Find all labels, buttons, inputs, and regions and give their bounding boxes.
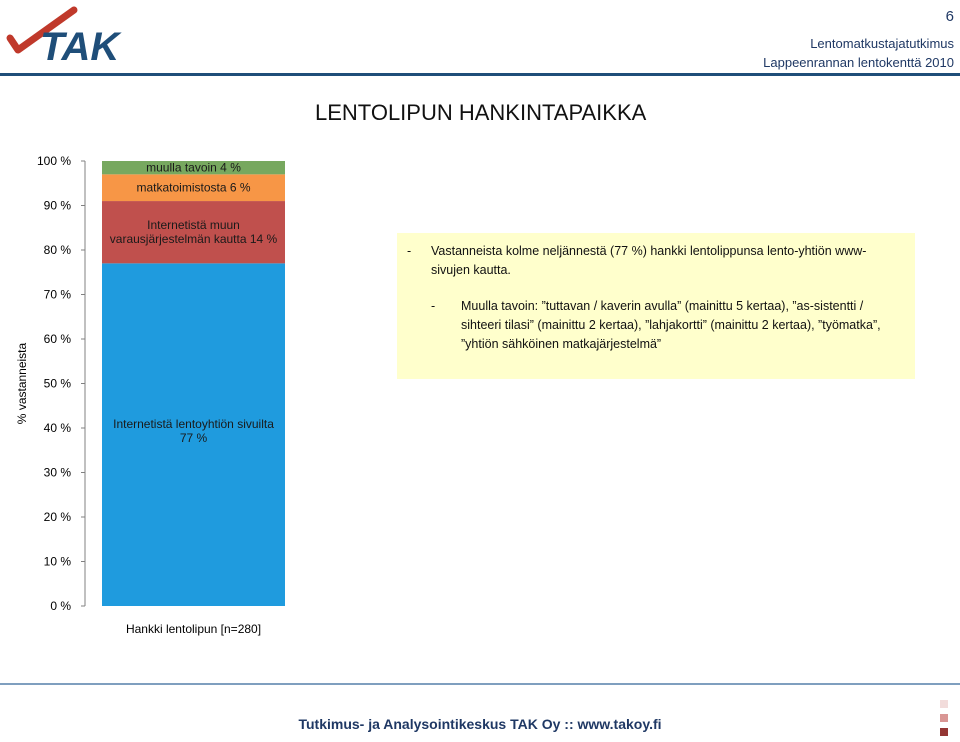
- y-tick-label: 90 %: [43, 198, 71, 213]
- stacked-bar-chart: [0, 140, 310, 640]
- y-tick-label: 30 %: [43, 465, 71, 480]
- segment-data-label: Internetistä lentoyhtiön sivuilta: [113, 417, 274, 431]
- summary-bullet-2-text: Muulla tavoin: ”tuttavan / kaverin avulla” (mainittu 5 kertaa), ”as-sistentti / sihteeri tilasi” (mainittu 2 kertaa), ”lahjakortti” (mainittu 2 kertaa), ”työmatka”, ”yhtiön sähköinen matkajärjestelmä”: [461, 299, 881, 351]
- y-tick-label: 100 %: [36, 154, 71, 168]
- y-tick-label: 20 %: [43, 510, 71, 524]
- segment-data-label: matkatoimistosta 6 %: [136, 180, 251, 195]
- y-tick-label: 0 %: [50, 599, 71, 613]
- slide-title: LENTOLIPUN HANKINTAPAIKKA: [315, 100, 647, 125]
- summary-bullet-1-text: Vastanneista kolme neljännestä (77 %) hankki lentolippunsa lento-yhtiön www-sivujen kautta.: [431, 244, 867, 277]
- summary-bullet-2: [431, 297, 905, 354]
- segment-data-label: varausjärjestelmän kautta 14 %: [109, 232, 278, 247]
- summary-bullet-1: [407, 242, 877, 280]
- footer-text: Tutkimus- ja Analysointikeskus TAK Oy :: www.takoy.fi: [298, 716, 662, 732]
- tak-logo: [4, 4, 144, 64]
- logo-text: TAK: [40, 25, 120, 64]
- bullet-dash: -: [431, 299, 436, 313]
- header-rule: [0, 73, 960, 76]
- decorative-squares-icon: [936, 700, 952, 738]
- footer-rule: [0, 683, 960, 685]
- y-tick-label: 70 %: [43, 287, 71, 302]
- summary-textbox: [397, 233, 915, 379]
- page-number: 6: [945, 8, 954, 25]
- segment-data-label: Internetistä muun: [147, 218, 240, 233]
- header-study-name: Lentomatkustajatutkimus: [810, 36, 954, 51]
- segment-data-label: muulla tavoin 4 %: [146, 160, 241, 175]
- segment-data-label: 77 %: [179, 431, 208, 445]
- bullet-dash: -: [407, 244, 412, 258]
- y-axis-label: % vastanneista: [15, 342, 29, 425]
- y-tick-label: 50 %: [43, 376, 71, 391]
- y-tick-label: 40 %: [43, 421, 71, 435]
- x-category-label: Hankki lentolipun [n=280]: [125, 622, 262, 636]
- y-tick-label: 60 %: [43, 332, 71, 346]
- header-study-subtitle: Lappeenrannan lentokenttä 2010: [763, 55, 954, 70]
- y-tick-label: 80 %: [43, 243, 71, 257]
- y-tick-label: 10 %: [43, 554, 71, 569]
